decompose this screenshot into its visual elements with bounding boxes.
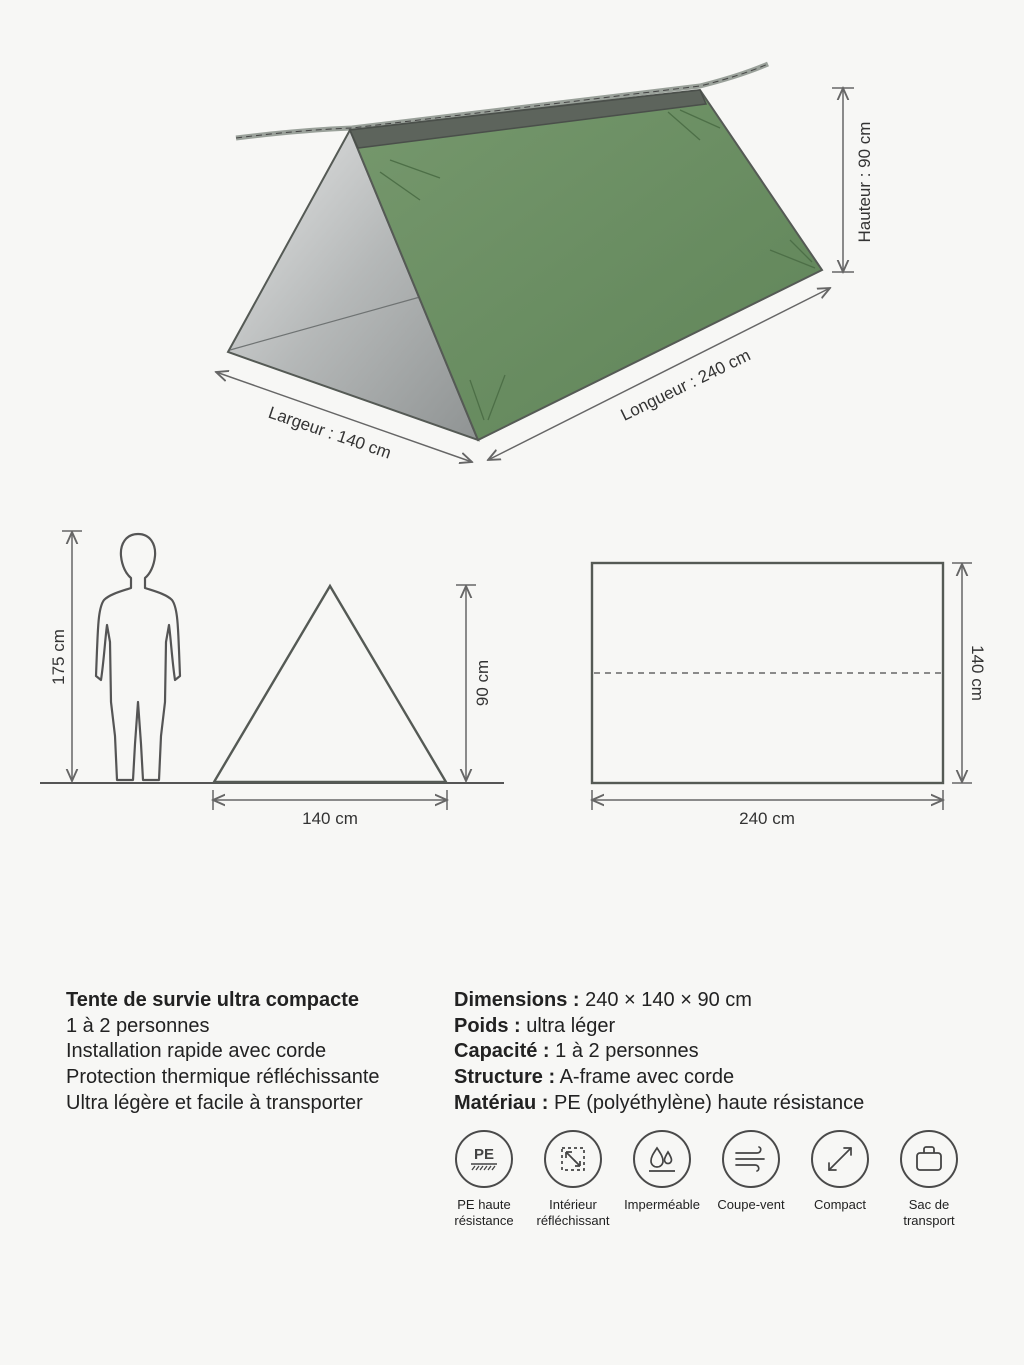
- feature-windproof: [701, 1130, 801, 1213]
- summary-line: Protection thermique réfléchissante: [66, 1066, 380, 1089]
- feature-pe: [434, 1130, 534, 1229]
- tent-width-label: 140 cm: [302, 809, 358, 828]
- spec-structure: Structure : A-frame avec corde: [454, 1066, 735, 1089]
- product-title: Tente de survie ultra compacte: [66, 989, 360, 1011]
- width-label-3d: Largeur : 140 cm: [265, 402, 394, 463]
- feature-icons: [440, 1130, 980, 1240]
- product-summary: [66, 988, 446, 1117]
- spec-capacity: Capacité : 1 à 2 personnes: [454, 1040, 699, 1063]
- tent-side-outline: [214, 586, 446, 782]
- feature-label: Imperméable: [624, 1197, 700, 1212]
- waterproof-drops-icon: [633, 1130, 691, 1188]
- tent-height-label: 90 cm: [473, 659, 492, 707]
- feature-reflective: [523, 1130, 623, 1229]
- summary-line: Ultra légère et facile à transporter: [66, 1091, 363, 1114]
- summary-line: 1 à 2 personnes: [66, 1014, 210, 1037]
- top-view: [592, 563, 987, 828]
- feature-compact: [790, 1130, 890, 1213]
- spec-material: Matériau : PE (polyéthylène) haute résistance: [454, 1091, 865, 1114]
- tent-top-outline: [592, 563, 943, 783]
- feature-label: PE haute résistance: [454, 1197, 514, 1228]
- length-label-3d: Longueur : 240 cm: [617, 345, 754, 425]
- top-width-label: 140 cm: [968, 645, 987, 701]
- svg-text:PE: PE: [473, 1146, 495, 1163]
- top-length-label: 240 cm: [739, 809, 795, 828]
- feature-waterproof: [612, 1130, 712, 1213]
- height-label-3d: Hauteur : 90 cm: [855, 121, 874, 243]
- spec-weight: Poids : ultra léger: [454, 1014, 616, 1037]
- summary-line: Installation rapide avec corde: [66, 1040, 327, 1063]
- bag-icon: [900, 1130, 958, 1188]
- spec-list: [454, 988, 1014, 1117]
- compact-arrows-icon: [811, 1130, 869, 1188]
- reflective-interior-icon: [544, 1130, 602, 1188]
- person-silhouette: [96, 534, 180, 780]
- person-height-label: 175 cm: [49, 629, 68, 685]
- feature-bag: [879, 1130, 979, 1229]
- feature-label: Coupe-vent: [717, 1197, 785, 1212]
- wind-icon: [722, 1130, 780, 1188]
- spec-dimensions: Dimensions : 240 × 140 × 90 cm: [454, 989, 752, 1011]
- feature-label: Compact: [813, 1197, 867, 1212]
- pe-material-icon: [455, 1130, 513, 1188]
- tent-3d-view: [216, 64, 874, 463]
- side-view: [40, 531, 504, 828]
- feature-label: Intérieur réfléchissant: [536, 1197, 610, 1228]
- feature-label: Sac de transport: [903, 1197, 955, 1228]
